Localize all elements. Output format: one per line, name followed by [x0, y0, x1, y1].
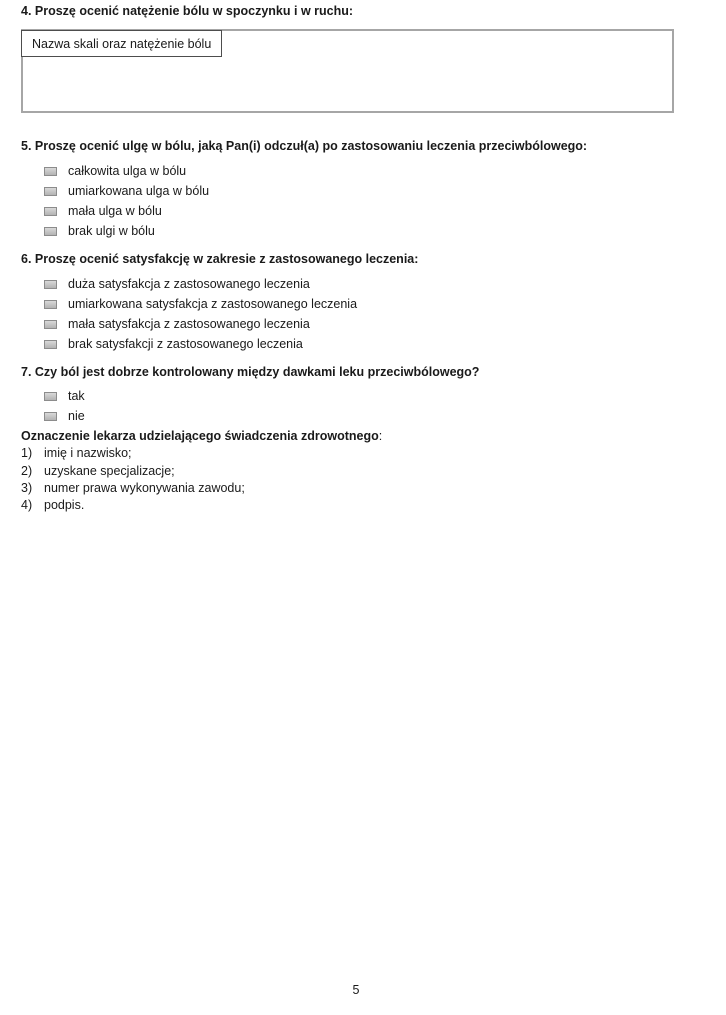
- q6-option-1[interactable]: [44, 275, 310, 293]
- checkbox[interactable]: [44, 340, 57, 349]
- list-number: 2): [21, 464, 33, 478]
- checkbox[interactable]: [44, 392, 57, 401]
- doctor-heading-colon: :: [378, 429, 383, 443]
- checkbox[interactable]: [44, 227, 57, 236]
- q5-option-2[interactable]: [44, 182, 209, 200]
- list-text: podpis.: [44, 498, 85, 512]
- option-label: mała satysfakcja z zastosowanego leczenia: [68, 317, 310, 331]
- question-4-title: 4. Proszę ocenić natężenie bólu w spoczynku i w ruchu:: [21, 4, 354, 18]
- doctor-list-item: [21, 464, 175, 478]
- option-label: duża satysfakcja z zastosowanego leczenia: [68, 277, 310, 291]
- q5-option-3[interactable]: [44, 202, 162, 220]
- checkbox[interactable]: [44, 280, 57, 289]
- option-label: brak ulgi w bólu: [68, 224, 155, 238]
- checkbox[interactable]: [44, 207, 57, 216]
- question-7-title: 7. Czy ból jest dobrze kontrolowany między dawkami leku przeciwbólowego?: [21, 365, 480, 379]
- checkbox[interactable]: [44, 187, 57, 196]
- q6-option-4[interactable]: [44, 335, 303, 353]
- option-label: umiarkowana satysfakcja z zastosowanego leczenia: [68, 297, 358, 311]
- doctor-list-item: [21, 498, 84, 512]
- q7-option-yes[interactable]: [44, 387, 85, 405]
- doctor-section-heading: [21, 429, 382, 443]
- q6-option-2[interactable]: [44, 295, 357, 313]
- question-6-title: 6. Proszę ocenić satysfakcję w zakresie z zastosowanego leczenia:: [21, 252, 419, 266]
- checkbox[interactable]: [44, 320, 57, 329]
- option-label: tak: [68, 389, 85, 403]
- list-number: 3): [21, 481, 33, 495]
- list-text: uzyskane specjalizacje;: [44, 464, 175, 478]
- option-label: całkowita ulga w bólu: [68, 164, 187, 178]
- list-number: 1): [21, 446, 33, 460]
- q6-option-3[interactable]: [44, 315, 310, 333]
- question-5-title: 5. Proszę ocenić ulgę w bólu, jaką Pan(i) odczuł(a) po zastosowaniu leczenia przeciwbólowego:: [21, 139, 588, 153]
- list-text: imię i nazwisko;: [44, 446, 132, 460]
- option-label: umiarkowana ulga w bólu: [68, 184, 210, 198]
- doctor-list-item: [21, 446, 132, 460]
- doctor-list-item: [21, 481, 245, 495]
- pain-scale-box-label: Nazwa skali oraz natężenie bólu: [21, 30, 222, 57]
- q5-option-4[interactable]: [44, 222, 155, 240]
- option-label: brak satysfakcji z zastosowanego leczenia: [68, 337, 303, 351]
- list-number: 4): [21, 498, 33, 512]
- list-text: numer prawa wykonywania zawodu;: [44, 481, 245, 495]
- checkbox[interactable]: [44, 167, 57, 176]
- q7-option-no[interactable]: [44, 407, 85, 425]
- doctor-heading-text: Oznaczenie lekarza udzielającego świadczenia zdrowotnego: [21, 429, 379, 443]
- option-label: nie: [68, 409, 85, 423]
- q5-option-1[interactable]: [44, 162, 186, 180]
- checkbox[interactable]: [44, 300, 57, 309]
- page-number: 5: [352, 983, 360, 997]
- option-label: mała ulga w bólu: [68, 204, 162, 218]
- checkbox[interactable]: [44, 412, 57, 421]
